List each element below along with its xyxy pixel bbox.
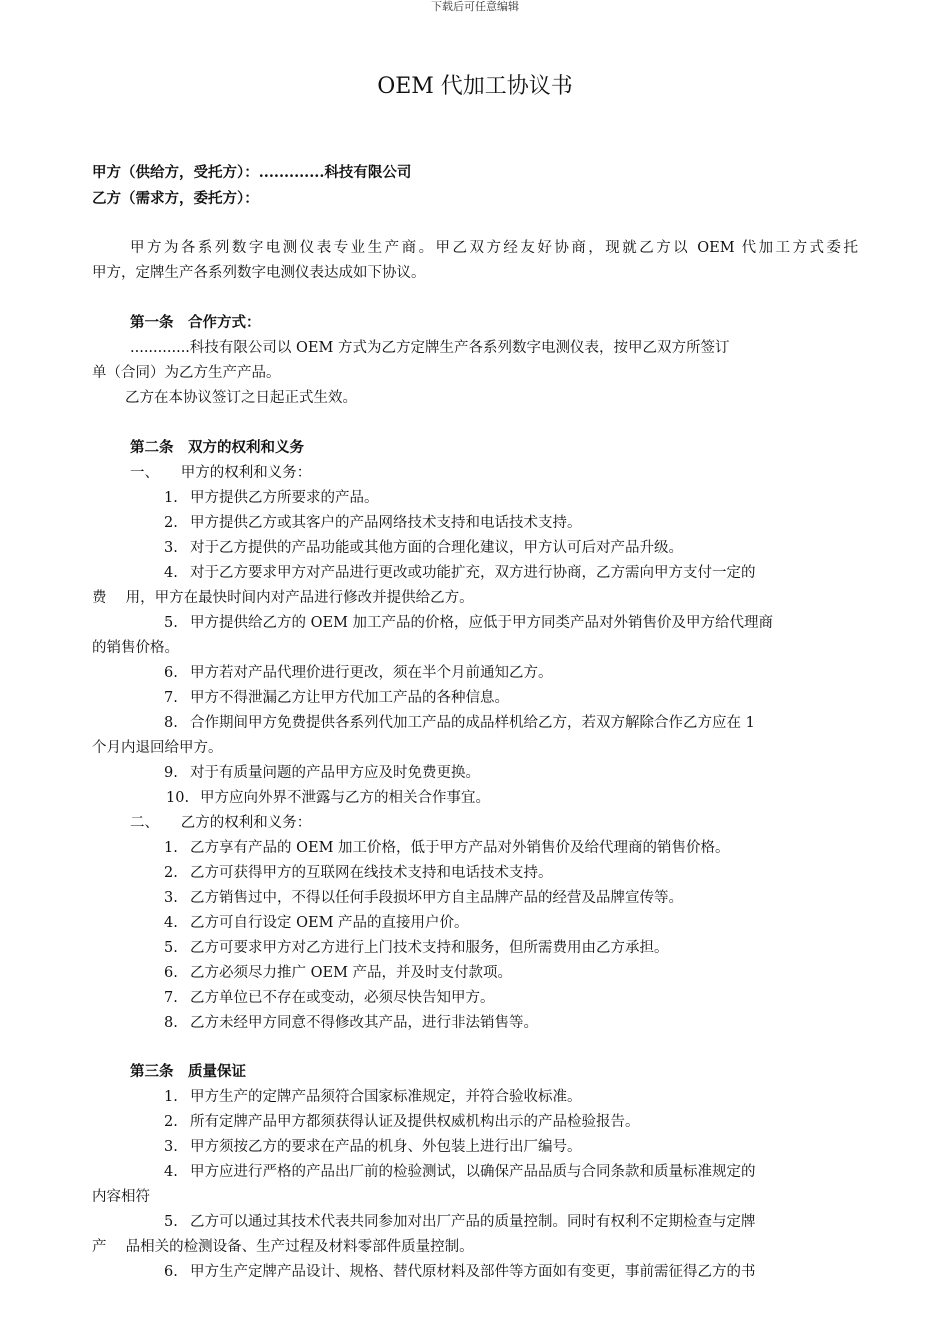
list-item: 4. 乙方可自行设定 OEM 产品的直接用户价。: [164, 915, 469, 931]
list-item: 2. 乙方可获得甲方的互联网在线技术支持和电话技术支持。: [164, 865, 553, 881]
article-1-paragraph: .............科技有限公司以 OEM 方式为乙方定牌生产各系列数字电测仪表，按甲乙双方所签订: [130, 340, 730, 356]
article-1-effective: 乙方在本协议签订之日起正式生效。: [125, 390, 357, 406]
list-item: 5. 乙方可要求甲方对乙方进行上门技术支持和服务，但所需费用由乙方承担。: [164, 940, 669, 956]
list-item: 8. 乙方未经甲方同意不得修改其产品，进行非法销售等。: [164, 1015, 538, 1031]
list-item-cont: 产 品相关的检测设备、生产过程及材料零部件质量控制。: [92, 1239, 474, 1255]
party-a-line: 甲方（供给方，受托方）：.............科技有限公司: [92, 164, 412, 181]
party-b-rights-subheading: 二、 乙方的权利和义务：: [130, 815, 312, 831]
list-item: 6. 乙方必须尽力推广 OEM 产品，并及时支付款项。: [164, 965, 513, 981]
list-item: 2. 甲方提供乙方或其客户的产品网络技术支持和电话技术支持。: [164, 515, 582, 531]
header-note: 下载后可任意编辑: [431, 0, 519, 13]
list-item: 3. 对于乙方提供的产品功能或其他方面的合理化建议，甲方认可后对产品升级。: [164, 540, 683, 556]
list-item: 6. 甲方若对产品代理价进行更改，须在半个月前通知乙方。: [164, 665, 553, 681]
list-item: 9. 对于有质量问题的产品甲方应及时免费更换。: [164, 765, 480, 781]
list-item: 1. 甲方生产的定牌产品须符合国家标准规定，并符合验收标准。: [164, 1089, 582, 1105]
article-1-heading: 第一条 合作方式：: [130, 314, 261, 331]
list-item: 7. 乙方单位已不存在或变动，必须尽快告知甲方。: [164, 990, 495, 1006]
list-item-cont: 费 用，甲方在最快时间内对产品进行修改并提供给乙方。: [92, 590, 474, 606]
list-item: 1. 甲方提供乙方所要求的产品。: [164, 490, 379, 506]
list-item: 4. 对于乙方要求甲方对产品进行更改或功能扩充，双方进行协商，乙方需向甲方支付一定的: [164, 565, 756, 581]
article-1-paragraph-cont: 单（合同）为乙方生产产品。: [92, 365, 281, 381]
list-item: 10. 甲方应向外界不泄露与乙方的相关合作事宜。: [166, 790, 490, 806]
intro-paragraph-cont: 甲方，定牌生产各系列数字电测仪表达成如下协议。: [92, 265, 426, 281]
list-item: 5. 甲方提供给乙方的 OEM 加工产品的价格，应低于甲方同类产品对外销售价及甲方给代理商: [164, 615, 774, 631]
list-item-cont: 个月内退回给甲方。: [92, 740, 223, 756]
list-item: 3. 乙方销售过中，不得以任何手段损坏甲方自主品牌产品的经营及品牌宣传等。: [164, 890, 683, 906]
list-item-cont: 内容相符: [92, 1189, 150, 1205]
list-item: 1. 乙方享有产品的 OEM 加工价格，低于甲方产品对外销售价及给代理商的销售价格。: [164, 840, 730, 856]
list-item: 4. 甲方应进行严格的产品出厂前的检验测试，以确保产品品质与合同条款和质量标准规定的: [164, 1164, 756, 1180]
document-title: OEM 代加工协议书: [377, 74, 573, 99]
article-2-heading: 第二条 双方的权利和义务: [130, 439, 304, 456]
list-item: 8. 合作期间甲方免费提供各系列代加工产品的成品样机给乙方，若双方解除合作乙方应在 1: [164, 715, 755, 731]
list-item: 6. 甲方生产定牌产品设计、规格、替代原材料及部件等方面如有变更，事前需征得乙方的书: [164, 1264, 756, 1280]
list-item: 2. 所有定牌产品甲方都须获得认证及提供权威机构出示的产品检验报告。: [164, 1114, 640, 1130]
article-3-heading: 第三条 质量保证: [130, 1063, 246, 1080]
party-b-line: 乙方（需求方，委托方）：: [92, 190, 259, 207]
party-a-rights-subheading: 一、 甲方的权利和义务：: [130, 465, 312, 481]
list-item: 5. 乙方可以通过其技术代表共同参加对出厂产品的质量控制。同时有权利不定期检查与定牌: [164, 1214, 756, 1230]
intro-paragraph: 甲方为各系列数字电测仪表专业生产商。甲乙双方经友好协商，现就乙方以 OEM 代加工方式委托: [130, 240, 858, 256]
list-item-cont: 的销售价格。: [92, 640, 179, 656]
list-item: 7. 甲方不得泄漏乙方让甲方代加工产品的各种信息。: [164, 690, 509, 706]
list-item: 3. 甲方须按乙方的要求在产品的机身、外包装上进行出厂编号。: [164, 1139, 582, 1155]
